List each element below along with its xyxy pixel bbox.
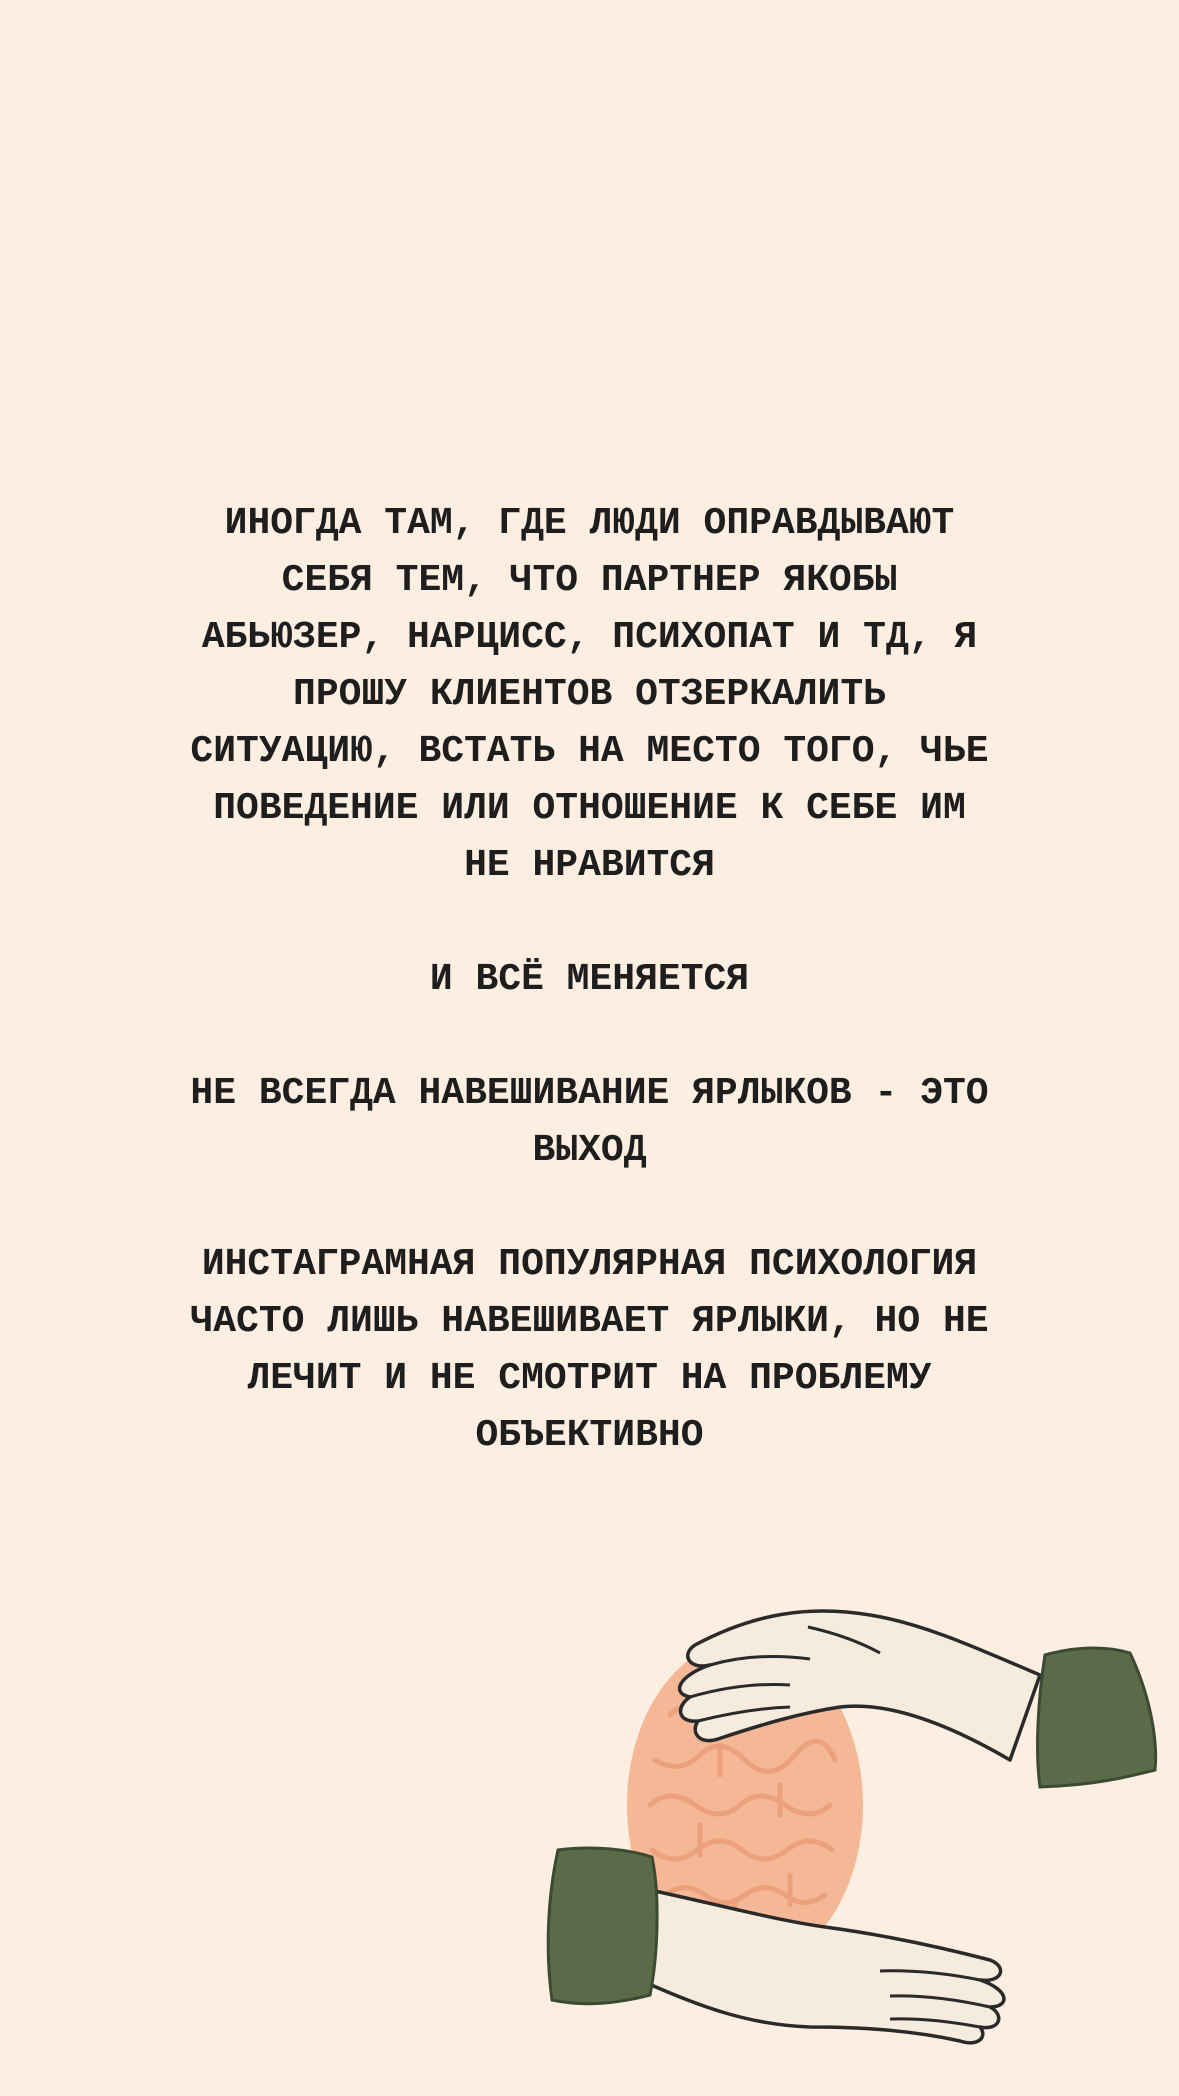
paragraph-everything-changes: И ВСЁ МЕНЯЕТСЯ	[429, 958, 750, 1001]
paragraph-instagram-psychology: ИНСТАГРАМНАЯ ПОПУЛЯРНАЯ ПСИХОЛОГИЯ ЧАСТО ЛИШЬ НАВЕШИВАЕТ ЯРЛЫКИ, НО НЕ ЛЕЧИТ И НЕ СМОТРИТ НА ПРОБЛЕМУ ОБЪЕКТИВНО	[190, 1243, 989, 1457]
paragraph-labels-not-solution: НЕ ВСЕГДА НАВЕШИВАНИЕ ЯРЛЫКОВ - ЭТО ВЫХОД	[190, 1072, 989, 1172]
paragraph-mirror-situation: ИНОГДА ТАМ, ГДЕ ЛЮДИ ОПРАВДЫВАЮТ СЕБЯ ТЕМ, ЧТО ПАРТНЕР ЯКОБЫ АБЬЮЗЕР, НАРЦИСС, ПСИХОПАТ И ТД, Я ПРОШУ КЛИЕНТОВ ОТЗЕРКАЛИТЬ СИТУАЦИЮ, ВСТАТЬ НА МЕСТО ТОГО, ЧЬЕ ПОВЕДЕНИЕ ИЛИ ОТНОШЕНИЕ К СЕБЕ ИМ НЕ НРАВИТСЯ	[190, 502, 989, 887]
story-text	[60, 495, 1119, 1464]
hands-holding-brain-icon	[540, 1575, 1170, 2045]
